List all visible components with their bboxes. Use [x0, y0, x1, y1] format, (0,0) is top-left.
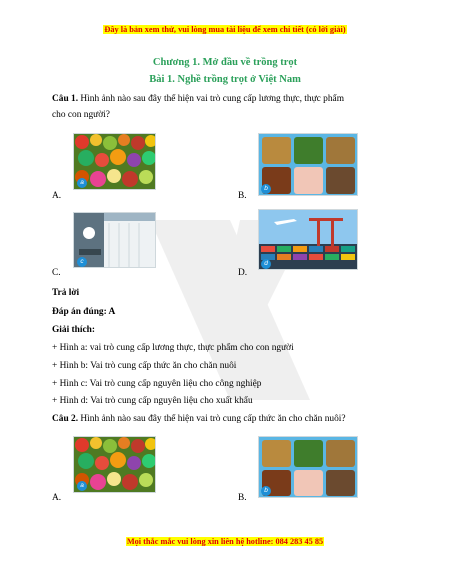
answer-title: Trả lời: [52, 288, 80, 298]
option-c-label: C.: [52, 268, 61, 278]
image-c-textile-industry: [73, 212, 156, 268]
preview-banner: Đây là bản xem thử, vui lòng mua tài liệu để xem chi tiết (có lời giải): [104, 25, 346, 34]
image-c-badge: c: [77, 257, 87, 267]
image-a-badge: a: [77, 178, 87, 188]
image-d-export-port: [258, 209, 358, 270]
explanation-line: + Hình c: Vai trò cung cấp nguyên liệu cho công nghiệp: [52, 379, 262, 389]
explanation-title: Giải thích:: [52, 325, 95, 335]
image-a-fruits-vegetables-q2: [73, 436, 156, 493]
question-2-label: Câu 2.: [52, 414, 79, 424]
q2-option-b-label: B.: [238, 493, 247, 503]
chapter-title: Chương 1. Mở đầu về trồng trọt: [152, 57, 298, 68]
explanation-line: + Hình a: vai trò cung cấp lương thực, thực phẩm cho con người: [52, 343, 294, 353]
image-b-badge-q2: b: [261, 486, 271, 496]
image-b-animal-feed-q2: [258, 436, 358, 498]
q2-option-a-label: A.: [52, 493, 62, 503]
lesson-title: Bài 1. Nghề trồng trọt ở Việt Nam: [149, 74, 301, 85]
image-a-badge-q2: a: [77, 481, 87, 491]
image-b-animal-feed: [258, 133, 358, 196]
option-d-label: D.: [238, 268, 248, 278]
option-a-label: A.: [52, 191, 62, 201]
image-d-badge: d: [261, 259, 271, 269]
explanation-line: + Hình b: Vai trò cung cấp thức ăn cho chăn nuôi: [52, 361, 237, 371]
hotline-footer: Mọi thắc mắc vui lòng xin liên hệ hotline: 084 283 45 85: [126, 537, 324, 546]
option-b-label: B.: [238, 191, 247, 201]
question-1-text: Hình ảnh nào sau đây thể hiện vai trò cung cấp lương thực, thực phẩm: [78, 94, 345, 104]
explanation-line: + Hình d: Vai trò cung cấp nguyên liệu cho xuất khẩu: [52, 396, 253, 406]
image-a-fruits-vegetables: [73, 133, 156, 190]
correct-answer: Đáp án đúng: A: [52, 307, 116, 317]
question-2-text: Hình ảnh nào sau đây thể hiện vai trò cung cấp thức ăn cho chăn nuôi?: [78, 414, 346, 424]
question-1-label: Câu 1.: [52, 94, 79, 104]
question-2: [52, 413, 346, 425]
question-1-text-line2: cho con người?: [52, 110, 110, 120]
image-b-badge: b: [261, 184, 271, 194]
question-1: [52, 93, 344, 105]
